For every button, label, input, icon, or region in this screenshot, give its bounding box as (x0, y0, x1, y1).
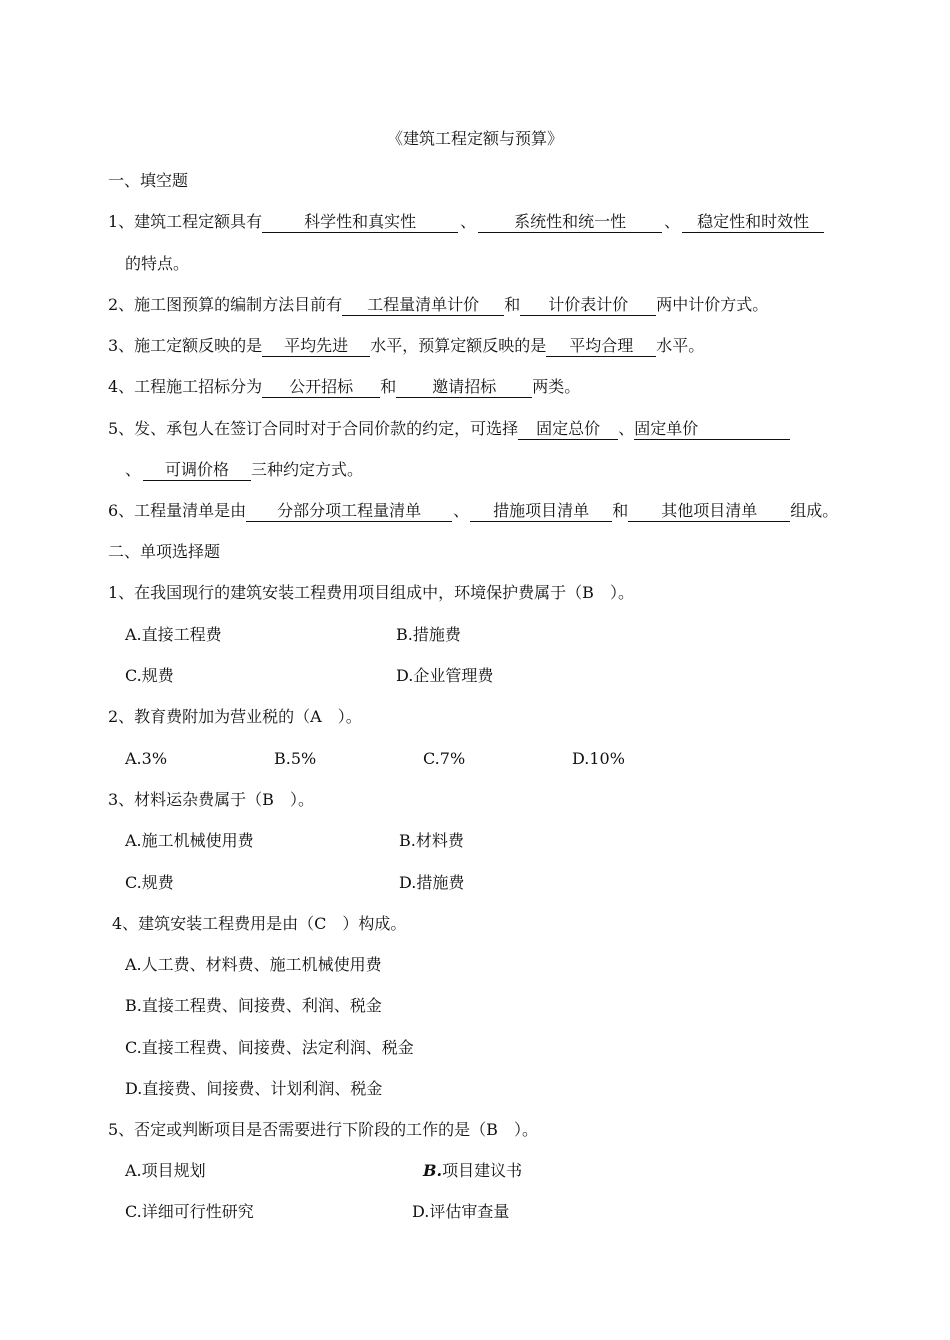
answer-blank: 系统性和统一性 (478, 212, 662, 233)
choice-question-4: 4、建筑安装工程费用是由（C ）构成。 (112, 914, 407, 933)
fill-question-1-continued: 的特点。 (125, 254, 190, 273)
fill-question-1 (108, 211, 824, 233)
question-text: 1、建筑工程定额具有 (108, 212, 263, 231)
answer-blank: 计价表计价 (520, 295, 656, 316)
answer-blank: 分部分项工程量清单 (246, 501, 452, 522)
option-c: C.详细可行性研究 (125, 1202, 254, 1221)
question-text: 2、施工图预算的编制方法目前有 (108, 295, 343, 314)
option-c: C.规费 (125, 873, 174, 892)
answer-blank: 公开招标 (262, 377, 380, 398)
option-c: C.规费 (125, 666, 174, 685)
document-title: 《建筑工程定额与预算》 (386, 129, 563, 148)
fill-question-6 (108, 500, 838, 522)
separator: 、 (125, 460, 142, 479)
option-a: A.直接工程费 (125, 625, 222, 644)
option-c: C.直接工程费、间接费、法定利润、税金 (125, 1038, 414, 1057)
separator: 、 (460, 212, 477, 231)
question-text: 组成。 (790, 501, 839, 520)
answer-blank: 平均先进 (262, 336, 370, 357)
separator: 、 (453, 501, 470, 520)
option-b: B.5% (274, 749, 317, 768)
choice-question-1: 1、在我国现行的建筑安装工程费用项目组成中，环境保护费属于（B ）。 (108, 583, 634, 602)
answer-blank: 固定总价 (518, 419, 618, 440)
question-text: 3、施工定额反映的是 (108, 336, 263, 355)
fill-question-5-continued (125, 459, 363, 481)
question-text: 两类。 (532, 377, 581, 396)
option-b: B.直接工程费、间接费、利润、税金 (125, 996, 382, 1015)
question-text: 和 (612, 501, 629, 520)
answer-blank: 固定单价 (634, 419, 790, 440)
question-text: 两中计价方式。 (656, 295, 769, 314)
answer-blank: 工程量清单计价 (342, 295, 504, 316)
choice-question-2: 2、教育费附加为营业税的（A ）。 (108, 707, 362, 726)
question-text: 和 (504, 295, 521, 314)
separator: 、 (618, 419, 635, 438)
option-a: A.项目规划 (125, 1161, 206, 1180)
answer-blank: 科学性和真实性 (262, 212, 458, 233)
section-heading-single-choice: 二、单项选择题 (108, 542, 221, 561)
section-heading-fill-blank: 一、填空题 (108, 171, 189, 190)
answer-blank: 措施项目清单 (470, 501, 612, 522)
option-c: C.7% (423, 749, 466, 768)
question-text: 水平。 (656, 336, 705, 355)
question-text: 和 (380, 377, 397, 396)
fill-question-2 (108, 294, 768, 316)
fill-question-3 (108, 335, 704, 357)
option-d: D.10% (572, 749, 625, 768)
option-letter: B. (423, 1161, 443, 1180)
choice-question-5: 5、否定或判断项目是否需要进行下阶段的工作的是（B ）。 (108, 1120, 538, 1139)
question-text: 5、发、承包人在签订合同时对于合同价款的约定，可选择 (108, 419, 519, 438)
question-text: 水平，预算定额反映的是 (370, 336, 547, 355)
option-d: D.企业管理费 (396, 666, 494, 685)
answer-blank: 其他项目清单 (628, 501, 790, 522)
answer-blank: 可调价格 (143, 460, 251, 481)
answer-blank: 邀请招标 (396, 377, 532, 398)
choice-question-3: 3、材料运杂费属于（B ）。 (108, 790, 314, 809)
option-d: D.直接费、间接费、计划利润、税金 (125, 1079, 383, 1098)
option-b: B.措施费 (396, 625, 461, 644)
question-text: 三种约定方式。 (251, 460, 364, 479)
separator: 、 (664, 212, 681, 231)
fill-question-4 (108, 376, 580, 398)
option-d: D.评估审查量 (412, 1202, 510, 1221)
option-b: B.材料费 (399, 831, 464, 850)
fill-question-5 (108, 418, 790, 440)
question-text: 4、工程施工招标分为 (108, 377, 263, 396)
answer-blank: 平均合理 (546, 336, 656, 357)
option-a: A.3% (125, 749, 168, 768)
option-text: 项目建议书 (442, 1161, 523, 1180)
option-a: A.施工机械使用费 (125, 831, 254, 850)
option-b (423, 1160, 522, 1182)
option-a: A.人工费、材料费、施工机械使用费 (125, 955, 382, 974)
question-text: 6、工程量清单是由 (108, 501, 247, 520)
answer-blank: 稳定性和时效性 (682, 212, 824, 233)
option-d: D.措施费 (399, 873, 465, 892)
